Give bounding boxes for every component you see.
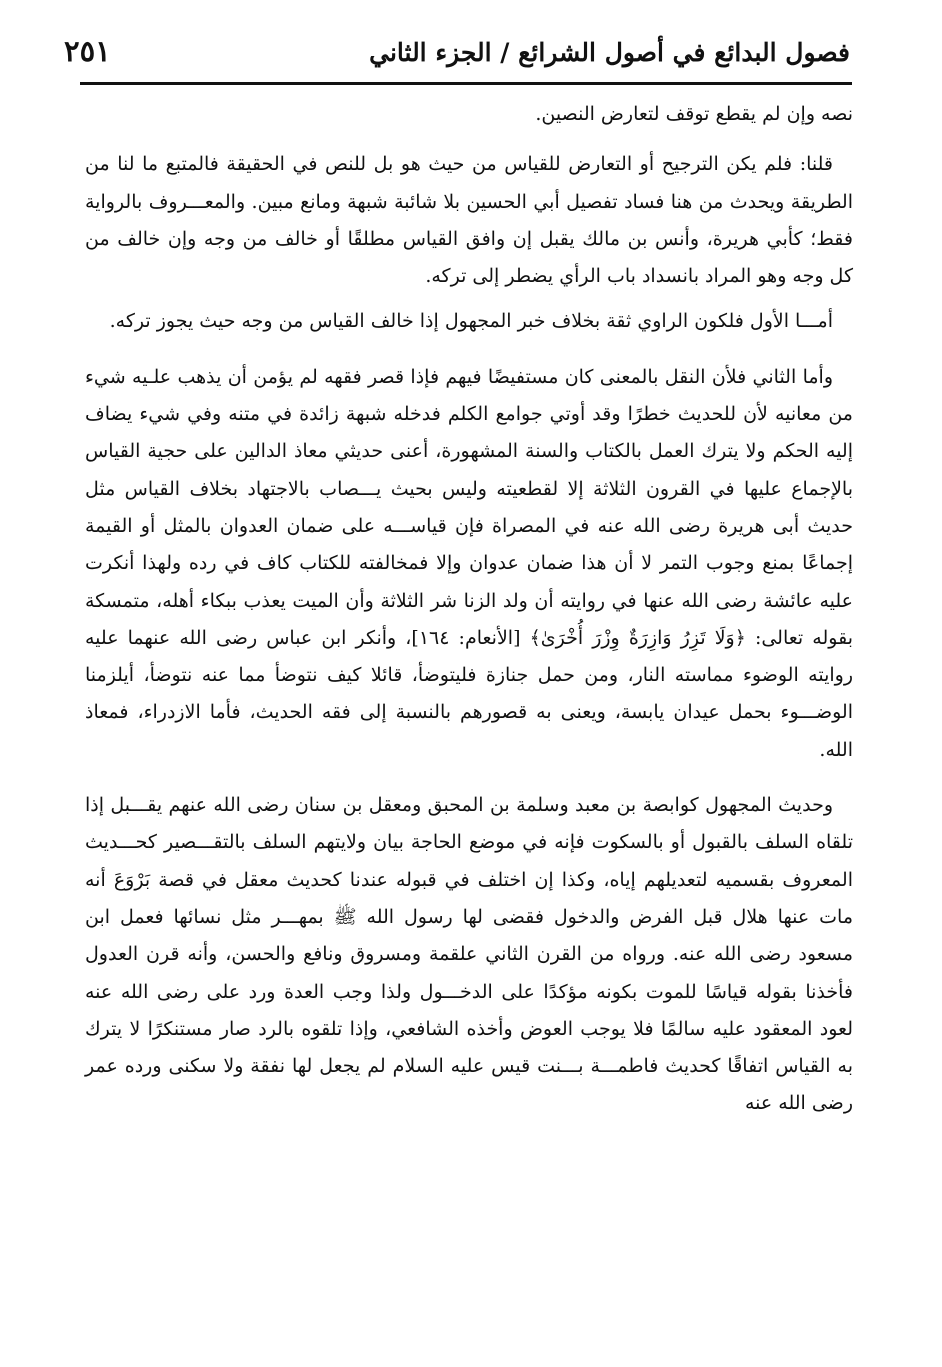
page-body xyxy=(85,96,853,1123)
paragraph-3: أمـــا الأول فلكون الراوي ثقة بخلاف خبر المجهول إذا خالف القياس من وجه حيث يجوز تركه. xyxy=(109,310,833,333)
page-header xyxy=(64,28,850,78)
header-divider xyxy=(80,82,852,85)
page-number: ٢٥١ xyxy=(64,34,111,68)
paragraph-2: قلنا: فلم يكن الترجيح أو التعارض للقياس من حيث هو بل للنص في الحقيقة فالمتبع ما لنا من الطريقة ويحدث من هنا فساد تفصيل أبي الحسين بلا شائبة شبهة ومانع مبين. والمعـــروف بالرواية فقط؛ كأبي هريرة، وأنس بن مالك يقبل إن وافق القياس مطلقًا أو خالف من وجه وإن خالف من كل وجه وهو المراد بانسداد باب الرأي يضطر إلى تركه. xyxy=(85,153,853,288)
paragraph-4: وأما الثاني فلأن النقل بالمعنى كان مستفيضًا فيهم فإذا قصر فقهه لم يؤمن أن يذهب علـيه شيء من معانيه لأن للحديث خطرًا وقد أوتي جوامع الكلم فدخله شبهة زائدة في متنه وفي شيء يضاف إليه الحكم ولا يترك العمل بالكتاب والسنة المشهورة، أعنى حديثي معاذ الدالين على حجية القياس بالإجماع عليها في القرون الثلاثة إلا لقطعيته وليس بحيث يـــصاب بالاجتهاد بخلاف القياس مثل حديث أبى هريرة رضى الله عنه في المصراة فإن قياســـه على ضمان العدوان بالمثل أو القيمة إجماعًا بمنع وجوب التمر لا أن هذا ضمان عدوان وإلا فمخالفته للكتاب كاف في رده ولهذا أنكرت عليه عائشة رضى الله عنها في روايته أن ولد الزنا شر الثلاثة وأن الميت يعذب ببكاء أهله، متمسكة بقوله تعالى: ﴿وَلَا تَزِرُ وَازِرَةٌ وِزْرَ أُخْرَىٰ﴾ [الأنعام: ١٦٤]، وأنكر ابن عباس رضى الله عنهما عليه روايته الوضوء مماسته النار، ومن حمل جنازة فليتوضأ، قائلا كيف نتوضأ مما عنه نتوضأ، أيلزمنا الوضـــوء بحمل عيدان يابسة، ويعنى به قصورهم بالنسبة إلى فقه الحديث، فأما الازدراء، فمعاذ الله. xyxy=(85,365,853,761)
running-title: فصول البدائع في أصول الشرائع / الجزء الثاني xyxy=(369,38,850,67)
paragraph-5: وحديث المجهول كوابصة بن معبد وسلمة بن المحبق ومعقل بن سنان رضى الله عنهم يقـــبل إذا تلقاه السلف بالقبول أو بالسكوت فإنه في موضع الحاجة بيان ولايتهم السلف بالتقـــصير كحـــديث المعروف بقسميه لتعديلهم إياه، وكذا إن اختلف في قبوله عندنا كحديث معقل في قصة بَرْوَعَ أنه مات عنها هلال قبل الفرض والدخول فقضى لها رسول الله ﷺ بمهـــر مثل نسائها فعمل ابن مسعود رضى الله عنه. ورواه من القرن الثاني علقمة ومسروق ونافع والحسن، وأنه قرن العدول فأخذنا بقوله قياسًا للموت بكونه مؤكدًا على الدخـــول ولذا وجب العدة ورد على رضى الله عنه لعود المعقود عليه سالمًا فلا يوجب العوض وأخذه الشافعي، وإذا تلقوه بالرد صار مستنكرًا لا يترك به القياس اتفاقًا كحديث فاطمـــة بـــنت قيس عليه السلام لم يجعل لها نفقة ولا سكنى ورده عمر رضى الله عنه xyxy=(85,794,853,1115)
paragraph-1: نصه وإن لم يقطع توقف لتعارض النصين. xyxy=(535,103,853,125)
